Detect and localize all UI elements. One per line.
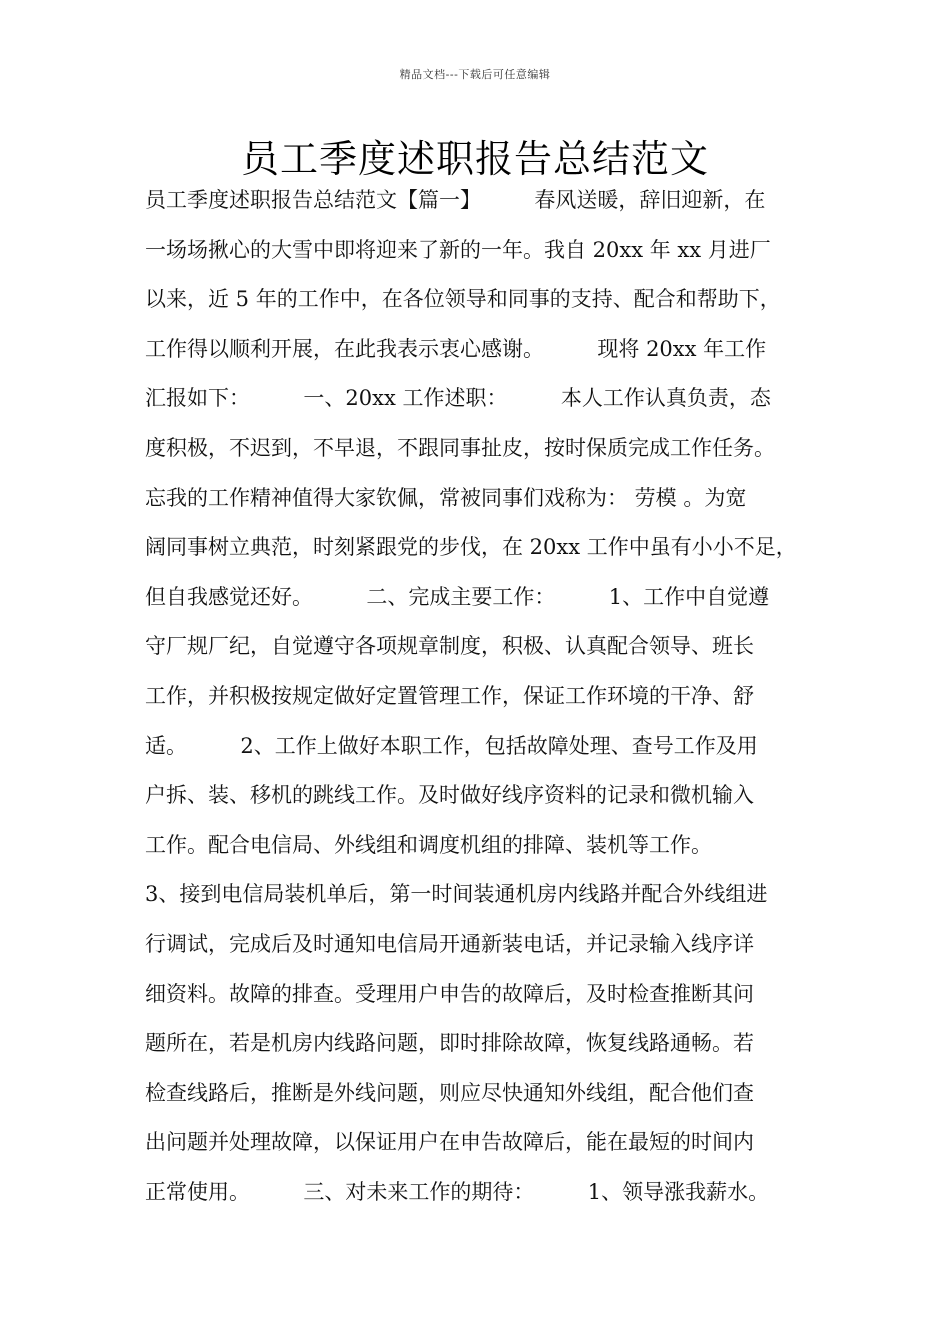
body-line: 汇报如下： 一、20xx 工作述职： 本人工作认真负责，态 — [145, 386, 771, 411]
body-line: 适。 2、工作上做好本职工作，包括故障处理、查号工作及用 — [145, 733, 758, 758]
body-line: 检查线路后，推断是外线问题，则应尽快通知外线组，配合他们查 — [145, 1080, 754, 1105]
body-line: 度积极，不迟到，不早退，不跟同事扯皮，按时保质完成工作任务。 — [145, 435, 775, 460]
body-line: 守厂规厂纪，自觉遵守各项规章制度，积极、认真配合领导、班长 — [145, 634, 754, 659]
body-line: 工作，并积极按规定做好定置管理工作，保证工作环境的干净、舒 — [145, 683, 754, 708]
body-line: 题所在，若是机房内线路问题，即时排除故障，恢复线路通畅。若 — [145, 1031, 754, 1056]
body-line: 正常使用。 三、对未来工作的期待： 1、领导涨我薪水。 — [145, 1179, 770, 1204]
body-line: 工作得以顺利开展，在此我表示衷心感谢。 现将 20xx 年工作 — [145, 336, 767, 361]
header-note: 精品文档---下载后可任意编辑 — [399, 68, 551, 81]
body-line: 行调试，完成后及时通知电信局开通新装电话，并记录输入线序详 — [145, 931, 754, 956]
body-line: 阔同事树立典范，时刻紧跟党的步伐，在 20xx 工作中虽有小小不足， — [145, 535, 797, 560]
body-line: 出问题并处理故障，以保证用户在申告故障后，能在最短的时间内 — [145, 1130, 754, 1155]
body-line: 以来，近 5 年的工作中，在各位领导和同事的支持、配合和帮助下， — [145, 287, 781, 312]
body-line: 工作。配合电信局、外线组和调度机组的排障、装机等工作。 — [145, 832, 712, 857]
body-line: 但自我感觉还好。 二、完成主要工作： 1、工作中自觉遵 — [145, 584, 770, 609]
document-title: 员工季度述职报告总结范文 — [240, 137, 709, 181]
body-line: 一场场揪心的大雪中即将迎来了新的一年。我自 20xx 年 xx 月进厂 — [145, 237, 771, 262]
body-line: 员工季度述职报告总结范文【篇一】 春风送暖，辞旧迎新，在 — [145, 188, 766, 212]
body-line: 忘我的工作精神值得大家钦佩，常被同事们戏称为： 劳模 。为宽 — [145, 485, 747, 510]
body-line: 细资料。故障的排查。受理用户申告的故障后，及时检查推断其问 — [145, 981, 754, 1006]
body-line: 3、接到电信局装机单后，第一时间装通机房内线路并配合外线组进 — [145, 882, 768, 907]
document-body — [145, 182, 825, 1223]
body-line: 户拆、装、移机的跳线工作。及时做好线序资料的记录和微机输入 — [145, 783, 754, 808]
